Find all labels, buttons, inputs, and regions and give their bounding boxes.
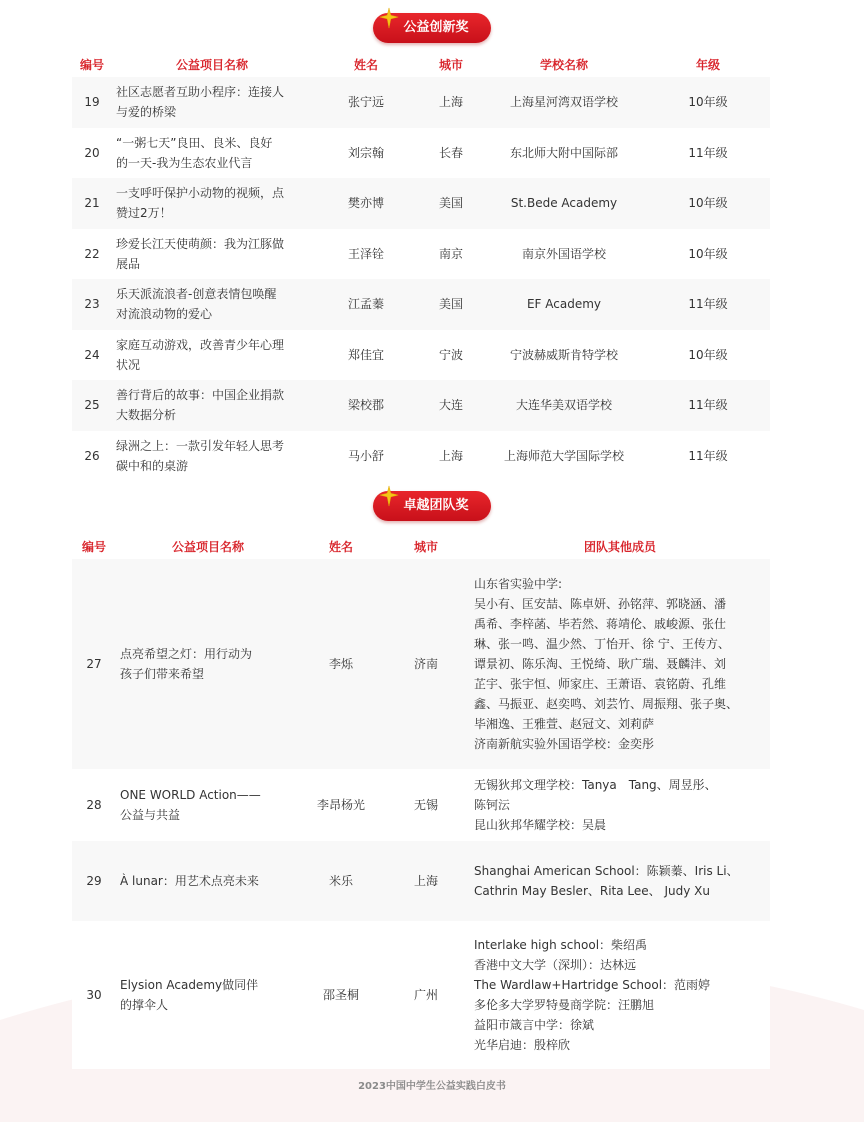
header-project: 公益项目名称 [171,539,244,554]
school-name: 上海师范大学国际学校 [482,431,646,482]
text-line: 无锡狄邦文理学校：Tanya Tang、周昱彤、 [474,778,717,792]
project-name [112,380,312,431]
table-row [72,77,770,128]
school-name: 宁波赫威斯肯特学校 [482,330,646,381]
text-line: 一支呼吁保护小动物的视频，点 [116,186,285,201]
text-line: 陈钶沄 [474,798,511,812]
header-grade: 年级 [695,57,720,72]
student-name: 梁校郡 [312,380,420,431]
row-number: 28 [72,769,116,841]
student-name: 郑佳宜 [312,330,420,381]
city: 上海 [420,77,482,128]
text-line: 芷宇、张宇恒、师家庄、王萧语、袁铭蔚、孔维 [474,677,727,691]
project-name [112,178,312,229]
city: 宁波 [420,330,482,381]
text-line: 谭景初、陈乐淘、王悦绮、耿广瑞、聂麟沣、刘 [474,657,727,671]
text-line: 鑫、马振亚、赵奕鸣、刘芸竹、周振翔、张子奥、 [474,697,739,711]
text-line: À lunar：用艺术点亮未来 [120,874,259,888]
table-row [72,380,770,431]
project-name [116,559,300,769]
row-number: 23 [72,279,112,330]
project-name [112,77,312,128]
school-name: EF Academy [482,279,646,330]
text-line: 香港中文大学（深圳）：达林远 [474,958,637,972]
city: 美国 [420,279,482,330]
city: 南京 [420,229,482,280]
team-members [470,921,770,1069]
text-line: 善行背后的故事：中国企业捐款 [116,388,285,403]
grade: 10年级 [646,229,770,280]
table-row [72,769,770,841]
row-number: 19 [72,77,112,128]
table-row [72,431,770,482]
text-line: The Wardlaw+Hartridge School：范雨婷 [474,978,711,992]
text-line: 状况 [116,357,141,372]
table-header-row [72,533,770,559]
city: 济南 [382,559,470,769]
student-name: 李昂杨光 [300,769,382,841]
star-icon [378,485,400,507]
grade: 10年级 [646,77,770,128]
student-name: 张宁远 [312,77,420,128]
header-name: 姓名 [328,539,353,554]
row-number: 21 [72,178,112,229]
text-line: 山东省实验中学: [474,577,563,591]
text-line: “一粥七天”良田、良米、良好 [116,135,273,150]
team-award-table [72,533,770,1069]
text-line: Shanghai American School：陈颖蓁、Iris Li、 [474,864,739,878]
row-number: 20 [72,128,112,179]
row-number: 29 [72,841,116,921]
project-name [112,431,312,482]
city: 广州 [382,921,470,1069]
text-line: Elysion Academy做同伴 [120,978,259,992]
text-line: 孩子们带来希望 [120,667,205,681]
student-name: 邵圣桐 [300,921,382,1069]
city: 上海 [420,431,482,482]
table-row [72,279,770,330]
student-name: 樊亦博 [312,178,420,229]
text-line: 点亮希望之灯：用行动为 [120,647,253,661]
row-number: 25 [72,380,112,431]
team-members [470,559,770,769]
text-line: 琳、张一鸣、温少然、丁怡开、徐 宁、王传方、 [474,637,730,651]
student-name: 江孟蓁 [312,279,420,330]
header-members: 团队其他成员 [583,539,656,554]
school-name: 上海星河湾双语学校 [482,77,646,128]
student-name: 刘宗翰 [312,128,420,179]
text-line: 的一天-我为生态农业代言 [116,155,253,170]
text-line: ONE WORLD Action—— [120,788,261,802]
project-name [116,921,300,1069]
student-name: 李烁 [300,559,382,769]
text-line: 的撑伞人 [120,998,169,1012]
header-project: 公益项目名称 [175,57,248,72]
city: 大连 [420,380,482,431]
header-school: 学校名称 [539,57,588,72]
text-line: 家庭互动游戏，改善青少年心理 [116,337,285,352]
school-name: 大连华美双语学校 [482,380,646,431]
grade: 11年级 [646,128,770,179]
project-name [116,769,300,841]
header-city: 城市 [413,539,438,554]
project-name [112,128,312,179]
text-line: 吴小有、匡安喆、陈卓妍、孙铭萍、郭晓涵、潘 [474,597,727,611]
text-line: 昆山狄邦华耀学校：吴晨 [474,818,607,832]
text-line: 益阳市箴言中学：徐斌 [474,1018,595,1032]
grade: 11年级 [646,380,770,431]
student-name: 王泽铨 [312,229,420,280]
page-footer: 2023中国中学生公益实践白皮书 [358,1081,506,1092]
team-members [470,769,770,841]
grade: 10年级 [646,330,770,381]
star-icon [378,7,400,29]
row-number: 26 [72,431,112,482]
text-line: Cathrin May Besler、Rita Lee、 Judy Xu [474,884,710,898]
student-name: 米乐 [300,841,382,921]
project-name [112,279,312,330]
text-line: 珍爱长江天使萌颜：我为江豚做 [116,236,285,251]
table-row [72,330,770,381]
row-number: 27 [72,559,116,769]
text-line: 光华启迪：殷梓欣 [474,1038,571,1052]
text-line: 社区志愿者互助小程序：连接人 [116,85,285,100]
header-name: 姓名 [353,57,378,72]
text-line: 绿洲之上：一款引发年轻人思考 [116,438,285,453]
grade: 11年级 [646,279,770,330]
text-line: 毕湘逸、王雅萱、赵冠文、刘莉萨 [474,717,655,731]
text-line: 禹希、李梓菡、毕若然、蒋靖伦、戚峻源、张仕 [474,617,727,631]
row-number: 30 [72,921,116,1069]
grade: 10年级 [646,178,770,229]
text-line: 大数据分析 [116,408,177,423]
table-header-row [72,51,770,77]
row-number: 24 [72,330,112,381]
text-line: 对流浪动物的爱心 [116,307,213,322]
table-row [72,921,770,1069]
city: 上海 [382,841,470,921]
city: 美国 [420,178,482,229]
project-name [112,330,312,381]
text-line: Interlake high school：柴绍禹 [474,938,648,952]
text-line: 与爱的桥梁 [116,105,177,120]
table-row [72,178,770,229]
student-name: 马小舒 [312,431,420,482]
section-title-team: 卓越团队奖 [373,491,490,521]
team-members [470,841,770,921]
table-row [72,128,770,179]
section-title-innovation: 公益创新奖 [373,13,490,43]
text-line: 碳中和的桌游 [116,458,189,473]
project-name [112,229,312,280]
header-city: 城市 [438,57,463,72]
innovation-award-table [72,51,770,481]
header-no: 编号 [81,539,106,554]
table-row [72,229,770,280]
text-line: 乐天派流浪者-创意表情包唤醒 [116,287,277,302]
table-row [72,841,770,921]
text-line: 济南新航实验外国语学校：金奕彤 [474,737,655,751]
school-name: 东北师大附中国际部 [482,128,646,179]
project-name [116,841,300,921]
text-line: 展品 [116,256,141,271]
header-no: 编号 [79,57,104,72]
row-number: 22 [72,229,112,280]
grade: 11年级 [646,431,770,482]
text-line: 赞过2万！ [116,206,172,221]
city: 无锡 [382,769,470,841]
table-row [72,559,770,769]
city: 长春 [420,128,482,179]
text-line: 公益与共益 [120,808,181,822]
text-line: 多伦多大学罗特曼商学院：汪鹏旭 [474,998,655,1012]
school-name: 南京外国语学校 [482,229,646,280]
school-name: St.Bede Academy [482,178,646,229]
